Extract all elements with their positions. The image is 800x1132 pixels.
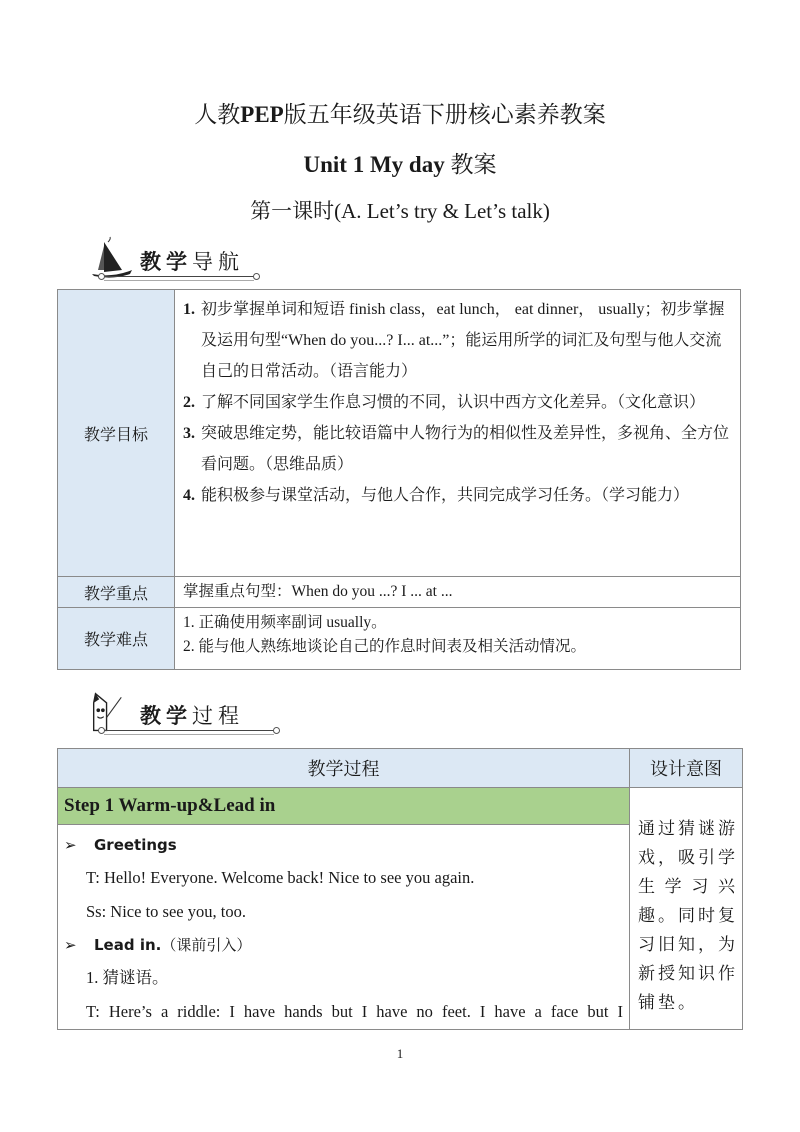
goals-content <box>175 290 741 577</box>
title-suffix: 版五年级英语下册核心素养教案 <box>283 102 606 127</box>
arrow-bullet-icon: ➢ <box>64 936 77 954</box>
section-heading <box>64 829 623 861</box>
goal-text: 了解不同国家学生作息习惯的不同，认识中西方文化差异。（文化意识） <box>201 394 706 411</box>
goal-number: 4. <box>183 487 195 504</box>
banner-bold: 教学 <box>140 704 192 728</box>
activity-line: 1. 猜谜语。 <box>86 968 169 987</box>
dialogue-line: T: Hello! Everyone. Welcome back! Nice to see you again. <box>86 868 475 887</box>
banner-bold: 教学 <box>140 250 192 274</box>
dialogue-line: T: Here’s a riddle: I have hands but I have no feet. I have a face but I <box>86 1002 623 1021</box>
banner-underline <box>104 730 274 735</box>
teaching-navigation-table <box>57 289 741 670</box>
goals-label: 教学目标 <box>58 290 175 577</box>
heading-suffix: （课前引入） <box>161 936 252 954</box>
page-number: 1 <box>396 1046 404 1061</box>
title-prefix: 人教 <box>194 102 241 127</box>
difficulties-content <box>175 608 741 670</box>
key-points-row <box>58 577 741 608</box>
banner-underline <box>104 276 254 281</box>
difficulties-label: 教学难点 <box>58 608 175 670</box>
step-body <box>58 825 630 1030</box>
goal-number: 3. <box>183 425 195 442</box>
document-title <box>0 96 800 129</box>
process-column-header: 教学过程 <box>58 749 630 788</box>
step-title: Step 1 Warm-up&Lead in <box>58 788 630 825</box>
goal-item <box>183 294 734 387</box>
goal-number: 2. <box>183 394 195 411</box>
unit-name: Unit 1 My day <box>303 152 445 177</box>
banner-normal: 过程 <box>192 704 244 728</box>
intent-column-header: 设计意图 <box>630 749 743 788</box>
heading-text: Lead in. <box>94 936 162 954</box>
step-row <box>58 788 743 825</box>
title-pep: PEP <box>240 102 284 127</box>
unit-suffix: 教案 <box>444 152 497 177</box>
process-header-row <box>58 749 743 788</box>
teaching-process-table <box>57 748 743 1030</box>
difficulties-row <box>58 608 741 670</box>
teaching-navigation-banner <box>88 236 288 286</box>
dialogue-line: Ss: Nice to see you, too. <box>86 902 246 921</box>
goals-row <box>58 290 741 577</box>
goal-text: 能积极参与课堂活动，与他人合作，共同完成学习任务。（学习能力） <box>201 487 690 504</box>
lesson-subtitle: 第一课时(A. Let’s try & Let’s talk) <box>250 199 550 223</box>
goal-item <box>183 480 734 511</box>
key-points-label: 教学重点 <box>58 577 175 608</box>
key-points-content: 掌握重点句型：When do you ...? I ... at ... <box>175 577 741 608</box>
heading-text: Greetings <box>94 836 177 854</box>
arrow-bullet-icon: ➢ <box>64 836 77 854</box>
goal-number: 1. <box>183 301 195 318</box>
difficulty-item: 2. 能与他人熟练地谈论自己的作息时间表及相关活动情况。 <box>183 638 587 655</box>
banner-normal: 导航 <box>192 250 244 274</box>
goal-item <box>183 418 734 480</box>
goal-text: 突破思维定势，能比较语篇中人物行为的相似性及差异性，多视角、全方位看问题。（思维品质） <box>201 425 730 473</box>
teaching-process-banner <box>88 690 308 740</box>
design-intent-text: 通过猜谜游戏，吸引学生学习兴趣。同时复习旧知，为新授知识作铺垫。 <box>630 788 743 1030</box>
difficulty-item: 1. 正确使用频率副词 usually。 <box>183 614 387 631</box>
goal-item <box>183 387 734 418</box>
unit-title <box>0 146 800 179</box>
banner-title <box>140 700 244 730</box>
goal-text: 初步掌握单词和短语 finish class，eat lunch， eat dinner， usually；初步掌握及运用句型“When do you...? I... at...”；能运用所学的词汇及句型与他人交流自己的日常活动。（语言能力） <box>201 301 725 380</box>
banner-title <box>140 246 244 276</box>
section-heading <box>64 929 623 961</box>
